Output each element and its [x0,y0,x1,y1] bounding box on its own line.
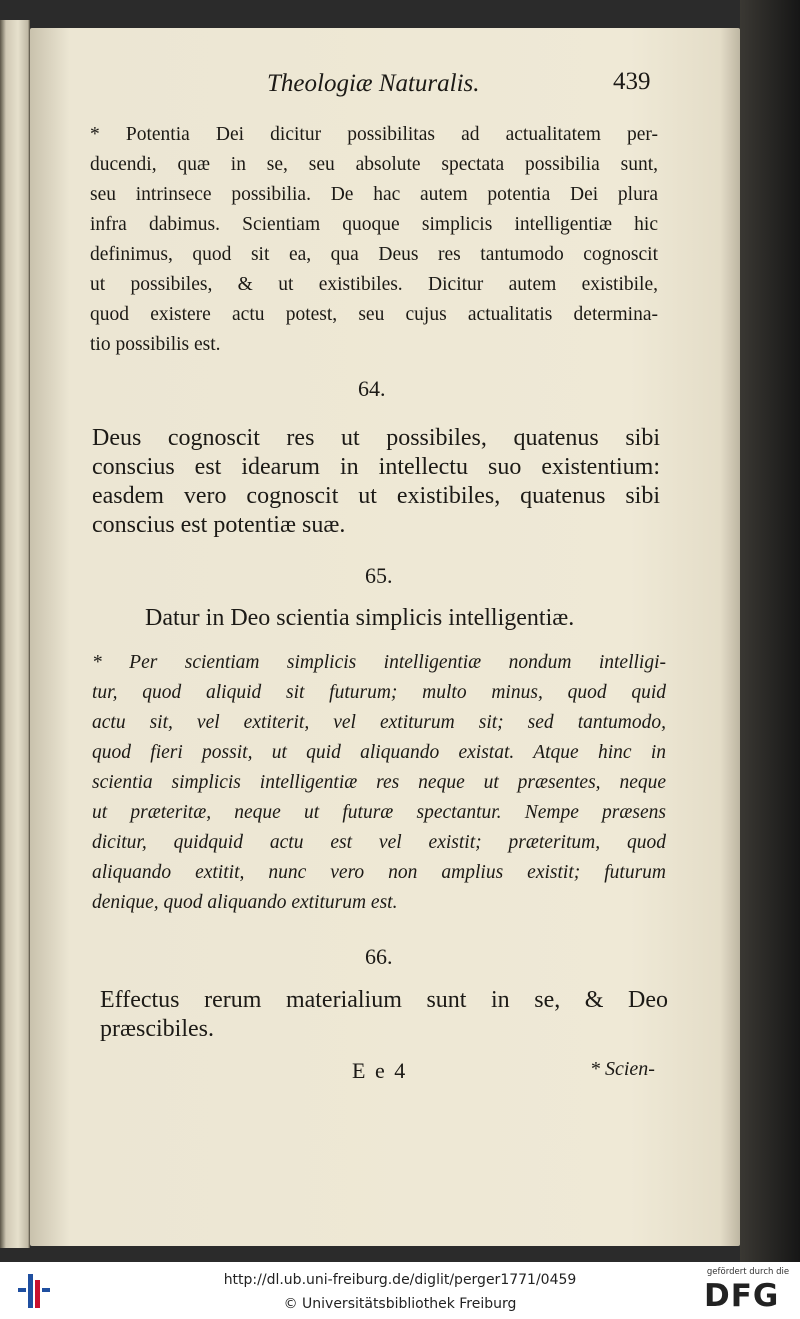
text-line: conscius est idearum in intellectu suo existentium: [92,454,660,480]
book-page [30,28,740,1246]
footnote-potentia [90,120,658,360]
note-line: quod existere actu potest, seu cujus actualitatis determina- [90,304,658,325]
note-line: definimus, quod sit ea, qua Deus res tantumodo cognoscit [90,244,658,265]
text-line: easdem vero cognoscit ut existibiles, quatenus sibi [92,483,660,509]
text-line: Deus cognoscit res ut possibiles, quatenus sibi [92,425,660,451]
note-line: quod fieri possit, ut quid aliquando existat. Atque hinc in [92,742,666,763]
note-line: tur, quod aliquid sit futurum; multo minus, quod quid [92,682,666,703]
catchword: * Scien- [590,1058,655,1080]
dfg-logo: DFG [704,1278,780,1314]
viewer-footer [0,1262,800,1319]
copyright-notice: © Universitätsbibliothek Freiburg [283,1296,517,1312]
running-title: Theologiæ Naturalis. [267,70,480,97]
section-66-text [100,986,668,1044]
text-line: præscibiles. [100,1016,214,1042]
note-line: denique, quod aliquando extiturum est. [92,892,398,913]
note-line: ducendi, quæ in se, seu absolute spectata possibilia sunt, [90,154,658,175]
text-line: Effectus rerum materialium sunt in se, & Deo [100,987,668,1013]
text-line: conscius est potentiæ suæ. [92,512,346,538]
note-line: actu sit, vel extiterit, vel extiturum sit; sed tantumodo, [92,712,666,733]
section-number-65: 65. [365,563,393,588]
note-line: tio possibilis est. [90,334,221,355]
sponsor-text: gefördert durch die [706,1267,790,1277]
section-64-text [92,424,660,540]
section-number-64: 64. [358,376,386,401]
note-line: * Potentia Dei dicitur possibilitas ad actualitatem per- [90,124,658,145]
scan-background [740,0,800,1262]
signature-mark: E e 4 [352,1058,408,1083]
footnote-scientia [92,648,666,918]
page-number: 439 [613,68,651,95]
section-65-heading: Datur in Deo scientia simplicis intelligentiæ. [145,605,575,631]
note-line: ut possibiles, & ut existibiles. Dicitur autem existibile, [90,274,658,295]
permalink-url[interactable]: http://dl.ub.uni-freiburg.de/diglit/perger1771/0459 [223,1272,577,1288]
section-number-66: 66. [365,944,393,969]
note-line: ut præteritæ, neque ut futuræ spectantur. Nempe præsens [92,802,666,823]
note-line: seu intrinsece possibilia. De hac autem potentia Dei plura [90,184,658,205]
note-line: infra dabimus. Scientiam quoque simplicis intelligentiæ hic [90,214,658,235]
note-line: * Per scientiam simplicis intelligentiæ nondum intelligi- [92,652,666,673]
left-page-edge [0,20,30,1248]
note-line: aliquando extitit, nunc vero non amplius existit; futurum [92,862,666,883]
note-line: dicitur, quidquid actu est vel existit; præteritum, quod [92,832,666,853]
note-line: scientia simplicis intelligentiæ res neque ut præsentes, neque [92,772,666,793]
